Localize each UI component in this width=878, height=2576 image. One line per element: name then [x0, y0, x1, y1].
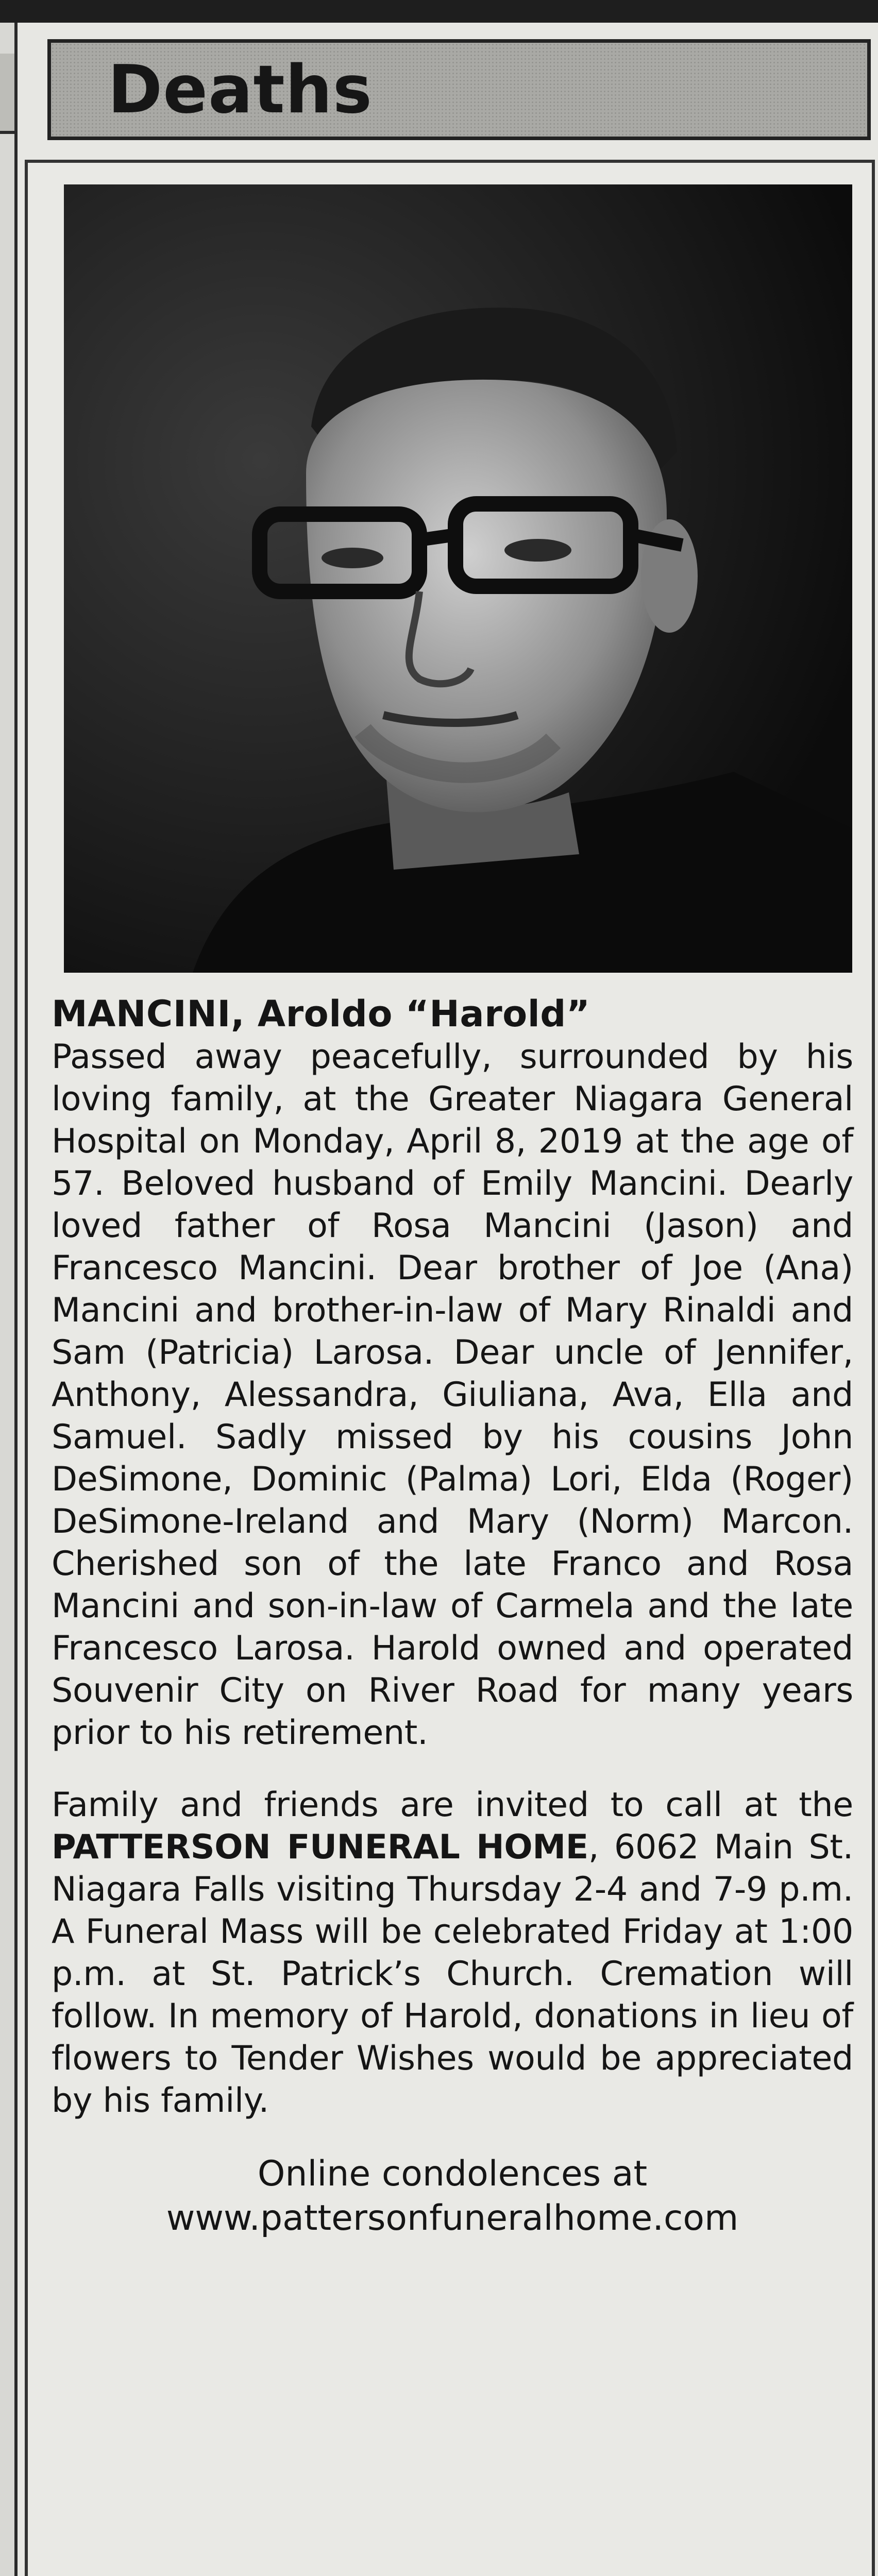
adjacent-column-tick: [0, 54, 14, 134]
section-title: Deaths: [108, 52, 373, 128]
service-info: , 6062 Main St. Niagara Falls visiting Thursday 2-4 and 7-9 p.m. A Funeral Mass will be celebrated Friday at 1:00 p.m. at St. Patrick’s Church. Cremation will follow. In memory of Harold, donations in lieu of flowers to Tender Wishes would be appreciated by his family.: [52, 1828, 853, 2120]
top-border: [0, 0, 878, 23]
condolences-url[interactable]: www.pattersonfuneralhome.com: [166, 2198, 739, 2239]
funeral-home-name: PATTERSON FUNERAL HOME: [52, 1828, 588, 1867]
obituary-body: Passed away peacefully, surrounded by his loving family, at the Greater Niagara General Hospital on Monday, April 8, 2019 at the age of 57. Beloved husband of Emily Mancini. Dearly loved father of Rosa Mancini (Jason) and Francesco Mancini. Dear brother of Joe (Ana) Mancini and brother-in-law of Mary Rinaldi and Sam (Patricia) Larosa. Dear uncle of Jennifer, Anthony, Alessandra, Giuliana, Ava, Ella and Samuel. Sadly missed by his cousins John DeSimone, Dominic (Palma) Lori, Elda (Roger) DeSimone-Ireland and Mary (Norm) Marcon. Cherished son of the late Franco and Rosa Mancini and son-in-law of Carmela and the late Francesco Larosa. Harold owned and operated Souvenir City on River Road for many years prior to his retirement.: [52, 1038, 853, 1752]
service-intro: Family and friends are invited to call at the: [52, 1786, 853, 1824]
online-condolences: [52, 2152, 853, 2241]
deceased-name: MANCINI, Aroldo “Harold”: [52, 993, 590, 1035]
obituary-text: [52, 992, 853, 2241]
section-header: [47, 39, 871, 140]
portrait-photo: [64, 184, 852, 973]
condolences-label: Online condolences at: [257, 2154, 648, 2194]
adjacent-column-edge: [0, 23, 18, 2576]
service-details: [52, 1784, 853, 2122]
